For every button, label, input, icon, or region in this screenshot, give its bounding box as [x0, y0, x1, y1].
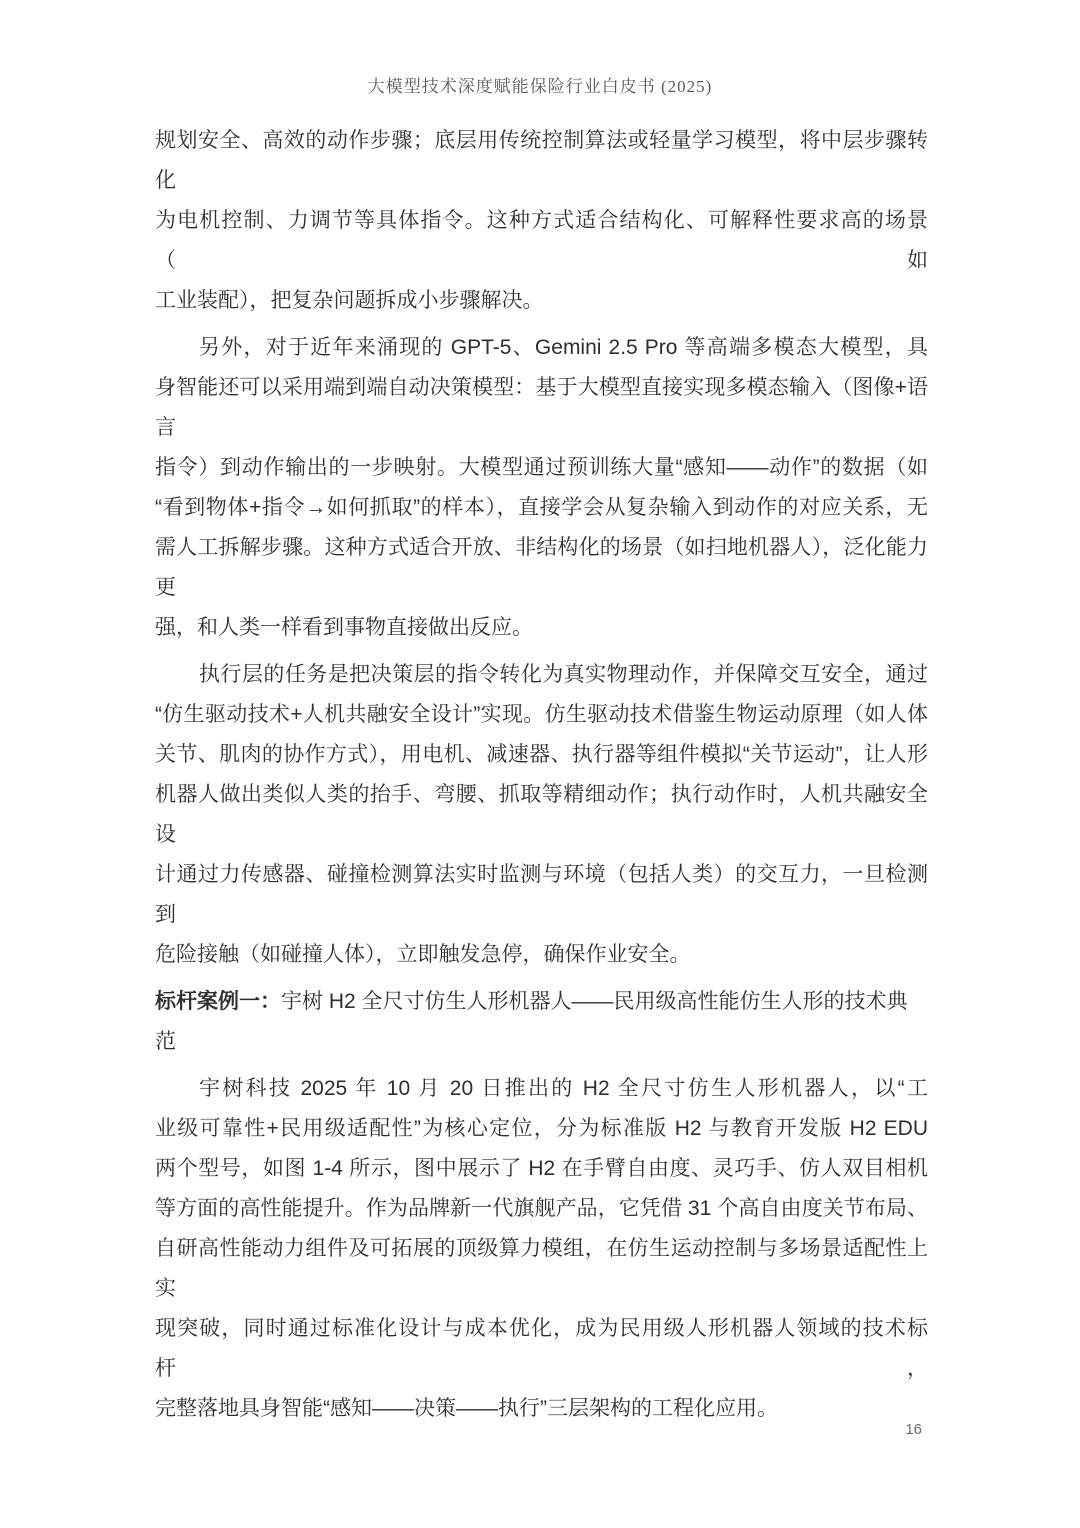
page-number: 16 [905, 1421, 922, 1438]
text-line: 另外，对于近年来涌现的 GPT-5、Gemini 2.5 Pro 等高端多模态大模型，具 [199, 336, 928, 359]
text-line: 指令）到动作输出的一步映射。大模型通过预训练大量“感知——动作”的数据（如 [155, 456, 928, 479]
text-line: 规划安全、高效的动作步骤；底层用传统控制算法或轻量学习模型，将中层步骤转化 [155, 129, 928, 192]
page-header-title: 大模型技术深度赋能保险行业白皮书 (2025) [367, 77, 713, 96]
document-body [155, 121, 928, 1436]
text-line: 计通过力传感器、碰撞检测算法实时监测与环境（包括人类）的交互力，一旦检测到 [155, 863, 928, 926]
text-line: 强，和人类一样看到事物直接做出反应。 [155, 616, 533, 639]
text-line: 关节、肌肉的协作方式），用电机、减速器、执行器等组件模拟“关节运动”，让人形 [155, 743, 928, 766]
text-line: 两个型号，如图 1-4 所示，图中展示了 H2 在手臂自由度、灵巧手、仿人双目相机 [155, 1157, 928, 1180]
text-line: 业级可靠性+民用级适配性”为核心定位，分为标准版 H2 与教育开发版 H2 EDU [155, 1117, 928, 1140]
text-line: “看到物体+指令→如何抓取”的样本），直接学会从复杂输入到动作的对应关系，无 [155, 496, 928, 519]
text-line: 宇树科技 2025 年 10 月 20 日推出的 H2 全尺寸仿生人形机器人，以“工 [199, 1077, 928, 1100]
case-heading [155, 982, 928, 1062]
paragraph [155, 328, 928, 648]
text-line: 现突破，同时通过标准化设计与成本优化，成为民用级人形机器人领域的技术标杆， [155, 1317, 928, 1380]
text-line: 工业装配），把复杂问题拆成小步骤解决。 [155, 289, 544, 312]
text-line: 自研高性能动力组件及可拓展的顶级算力模组，在仿生运动控制与多场景适配性上实 [155, 1237, 928, 1300]
text-line: 机器人做出类似人类的抬手、弯腰、抓取等精细动作；执行动作时，人机共融安全设 [155, 783, 928, 846]
text-line: 等方面的高性能提升。作为品牌新一代旗舰产品，它凭借 31 个高自由度关节布局、 [155, 1197, 928, 1220]
paragraph [155, 655, 928, 975]
text-line: 为电机控制、力调节等具体指令。这种方式适合结构化、可解释性要求高的场景（如 [155, 209, 928, 272]
text-line: 完整落地具身智能“感知——决策——执行”三层架构的工程化应用。 [155, 1397, 778, 1420]
text-line: 执行层的任务是把决策层的指令转化为真实物理动作，并保障交互安全，通过 [199, 663, 928, 686]
text-line: “仿生驱动技术+人机共融安全设计”实现。仿生驱动技术借鉴生物运动原理（如人体 [155, 703, 928, 726]
text-line: 身智能还可以采用端到端自动决策模型：基于大模型直接实现多模态输入（图像+语言 [155, 376, 928, 439]
heading-bold-prefix: 标杆案例一： [155, 990, 281, 1013]
text-line: 危险接触（如碰撞人体），立即触发急停，确保作业安全。 [155, 943, 691, 966]
text-line: 需人工拆解步骤。这种方式适合开放、非结构化的场景（如扫地机器人），泛化能力更 [155, 536, 928, 599]
paragraph [155, 1069, 928, 1429]
paragraph [155, 121, 928, 321]
text-line: 标杆案例一：宇树 H2 全尺寸仿生人形机器人——民用级高性能仿生人形的技术典范 [155, 990, 908, 1053]
